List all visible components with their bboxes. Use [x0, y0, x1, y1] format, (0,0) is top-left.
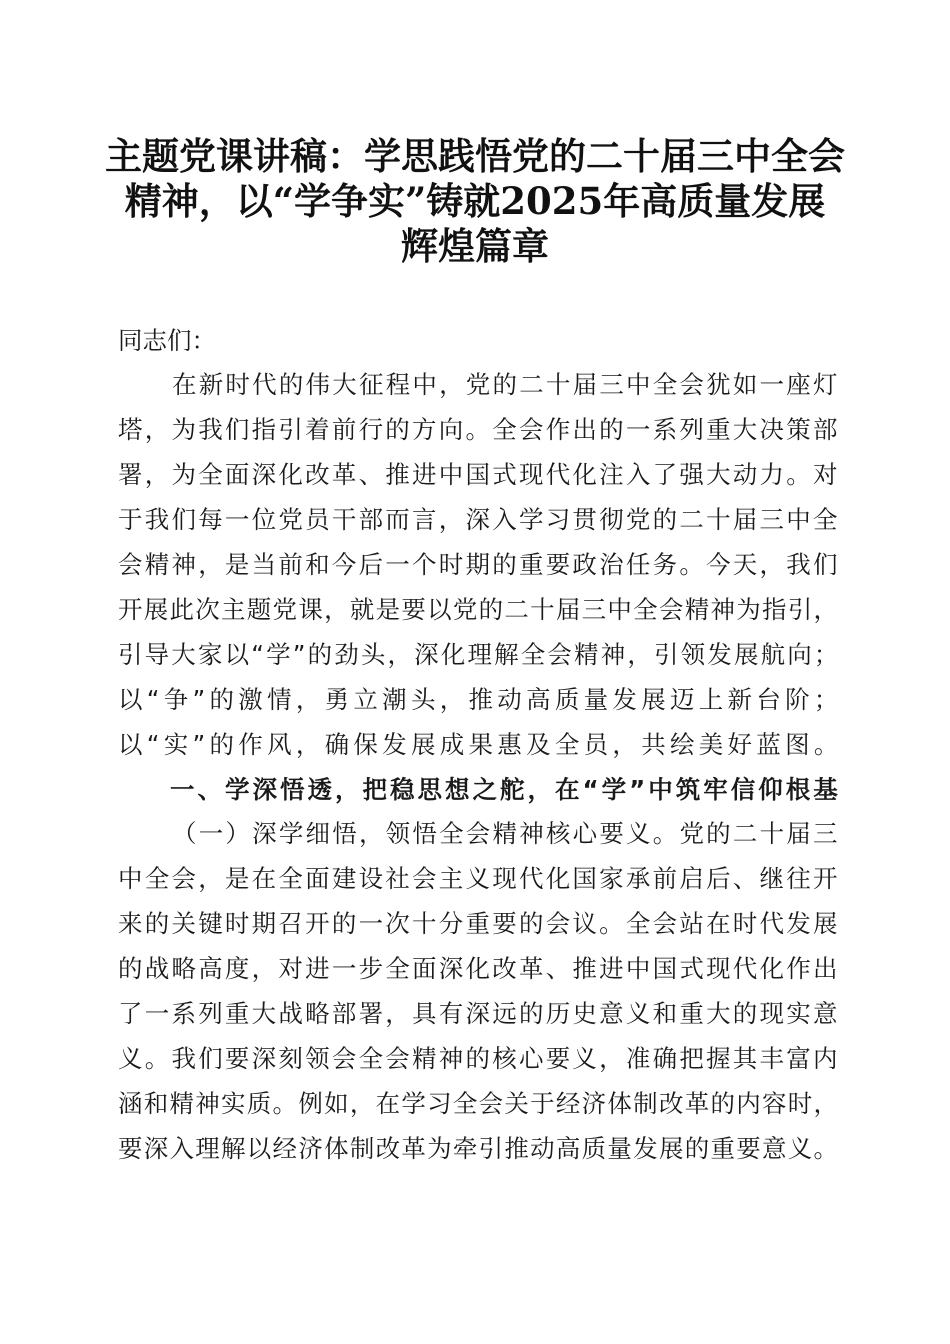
- title-line-3: 辉煌篇章: [401, 224, 549, 268]
- paragraph-line: （一）深学细悟，领悟全会精神核心要义。党的二十届三: [172, 819, 840, 848]
- paragraph-line: 以“实”的作风，确保发展成果惠及全员，共绘美好蓝图。: [118, 730, 843, 759]
- paragraph-line: 署，为全面深化改革、推进中国式现代化注入了强大动力。对: [118, 460, 840, 489]
- section-heading-text: 一、学深悟透，把稳思想之舵，在“学”中筑牢信仰根基: [170, 775, 841, 804]
- paragraph-line: 的战略高度，对进一步全面深化改革、推进中国式现代化作出: [118, 954, 840, 983]
- paragraph-line: 以“争”的激情，勇立潮头，推动高质量发展迈上新台阶；: [118, 685, 843, 714]
- paragraph-line: 于我们每一位党员干部而言，深入学习贯彻党的二十届三中全: [118, 505, 840, 534]
- paragraph-line: 来的关键时期召开的一次十分重要的会议。全会站在时代发展: [118, 909, 840, 938]
- title-line-2: 精神，以“学争实”铸就2025年高质量发展: [124, 179, 826, 223]
- paragraph-line: 开展此次主题党课，就是要以党的二十届三中全会精神为指引，: [118, 595, 840, 624]
- paragraph-line: 中全会，是在全面建设社会主义现代化国家承前启后、继往开: [118, 864, 840, 893]
- title-line-1: 主题党课讲稿：学思践悟党的二十届三中全会: [105, 134, 845, 178]
- paragraph-line: 义。我们要深刻领会全会精神的核心要义，准确把握其丰富内: [118, 1044, 840, 1073]
- document-title: [100, 134, 850, 269]
- salutation-text: 同志们：: [118, 326, 216, 355]
- paragraph-line: 塔，为我们指引着前行的方向。全会作出的一系列重大决策部: [118, 415, 840, 444]
- paragraph-line: 引导大家以“学”的劲头，深化理解全会精神，引领发展航向；: [118, 640, 841, 669]
- paragraph-line: 会精神，是当前和今后一个时期的重要政治任务。今天，我们: [118, 550, 840, 579]
- paragraph-line: 涵和精神实质。例如，在学习全会关于经济体制改革的内容时，: [118, 1089, 840, 1118]
- paragraph-line: 要深入理解以经济体制改革为牵引推动高质量发展的重要意义。: [118, 1134, 840, 1163]
- paragraph-line: 了一系列重大战略部署，具有深远的历史意义和重大的现实意: [118, 999, 840, 1028]
- paragraph-line: 在新时代的伟大征程中，党的二十届三中全会犹如一座灯: [172, 370, 840, 399]
